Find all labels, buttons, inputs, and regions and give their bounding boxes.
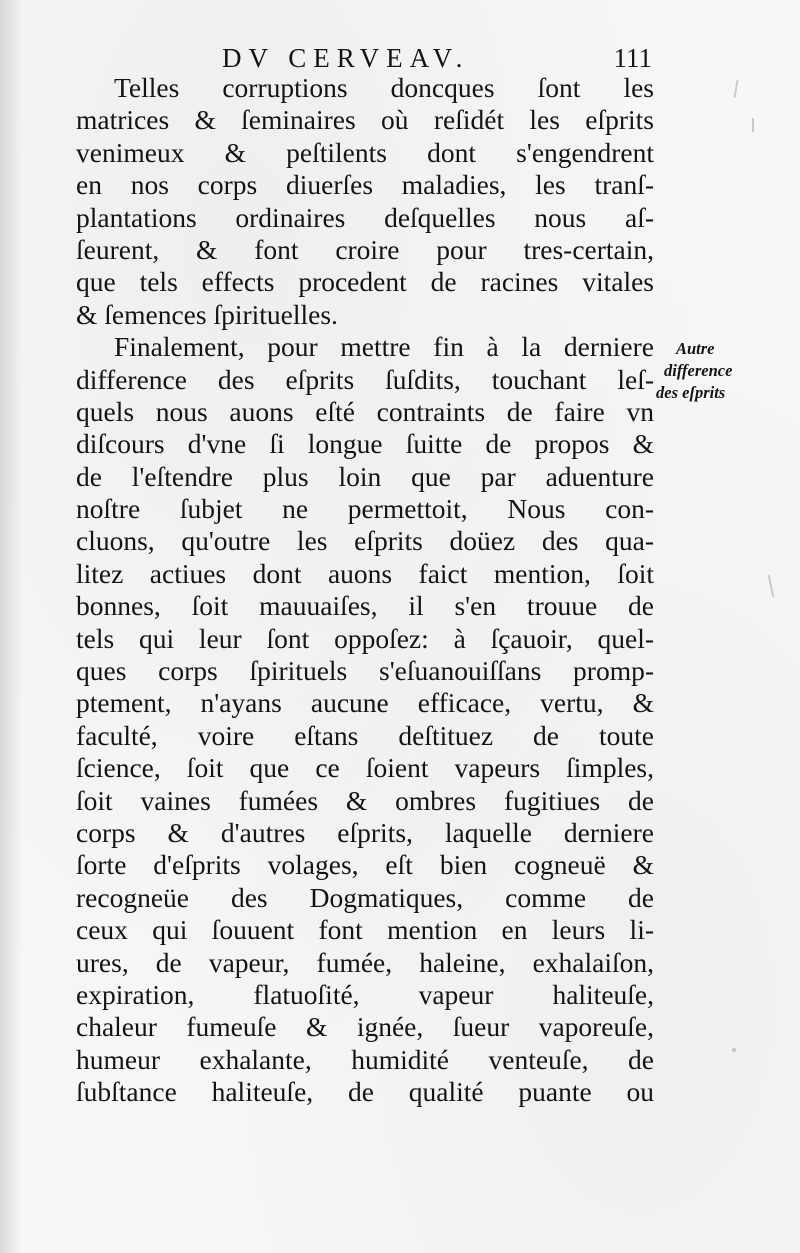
paper-blemish: [768, 575, 775, 597]
text-line: ures, de vapeur, fumée, haleine, exhalaiſon,: [76, 946, 654, 978]
page-number: 111: [613, 43, 652, 73]
text-line: ſubſtance haliteuſe, de qualité puante ou: [76, 1076, 654, 1108]
running-head: [222, 40, 652, 76]
text-line: venimeux & peſtilents dont s'engendrent: [76, 136, 654, 168]
running-title: DV CERVEAV.: [222, 43, 470, 73]
text-line: faculté, voire eſtans deſtituez de toute: [76, 719, 654, 751]
text-line: Finalement, pour mettre fin à la derniere: [114, 331, 654, 363]
body-text: [76, 72, 654, 1109]
text-line: recogneüe des Dogmatiques, comme de: [76, 881, 654, 913]
text-line: ſorte d'eſprits volages, eſt bien cogneuë &: [76, 849, 654, 881]
text-line: ſoit vaines fumées & ombres fugitiues de: [76, 784, 654, 816]
text-line: ſcience, ſoit que ce ſoient vapeurs ſimples,: [76, 752, 654, 784]
marginal-note: [656, 338, 796, 404]
paper-blemish: [732, 1048, 736, 1052]
text-line: ſeurent, & font croire pour tres-certain,: [76, 233, 654, 265]
text-line: chaleur fumeuſe & ignée, ſueur vaporeuſe,: [76, 1011, 654, 1043]
marginal-note-line: Autre: [676, 339, 715, 358]
text-line: bonnes, ſoit mauuaiſes, il s'en trouue de: [76, 590, 654, 622]
text-line: que tels effects procedent de racines vitales: [76, 266, 654, 298]
text-line: corps & d'autres eſprits, laquelle derniere: [76, 816, 654, 848]
text-line: ques corps ſpirituels s'eſuanouiſſans promp-: [76, 655, 654, 687]
text-line: en nos corps diuerſes maladies, les tranſ-: [76, 169, 654, 201]
text-line: ptement, n'ayans aucune efficace, vertu, &: [76, 687, 654, 719]
page-gutter-shadow: [0, 0, 22, 1253]
marginal-note-line: difference: [664, 361, 733, 380]
text-line: Telles corruptions doncques ſont les: [114, 72, 654, 103]
text-line: tels qui leur ſont oppoſez: à ſçauoir, quel-: [76, 622, 654, 654]
text-line: plantations ordinaires deſquelles nous aſ-: [76, 201, 654, 233]
marginal-note-line: des eſprits: [656, 383, 726, 402]
paper-blemish: [752, 118, 754, 132]
text-line: ceux qui ſouuent font mention en leurs li-: [76, 914, 654, 946]
text-line: de l'eſtendre plus loin que par aduenture: [76, 460, 654, 492]
text-line: expiration, flatuoſité, vapeur haliteuſe,: [76, 978, 654, 1010]
text-line: noſtre ſubjet ne permettoit, Nous con-: [76, 493, 654, 525]
text-line: matrices & ſeminaires où reſidét les eſprits: [76, 104, 654, 136]
text-line: litez actiues dont auons faict mention, ſoit: [76, 557, 654, 589]
text-line: diſcours d'vne ſi longue ſuitte de propos &: [76, 428, 654, 460]
text-line: cluons, qu'outre les eſprits doüez des qua-: [76, 525, 654, 557]
text-line: & ſemences ſpirituelles.: [76, 298, 338, 330]
text-line: difference des eſprits ſuſdits, touchant leſ-: [76, 363, 654, 395]
text-line: quels nous auons eſté contraints de faire vn: [76, 395, 654, 427]
text-line: humeur exhalante, humidité venteuſe, de: [76, 1043, 654, 1075]
paper-blemish: [733, 80, 738, 98]
